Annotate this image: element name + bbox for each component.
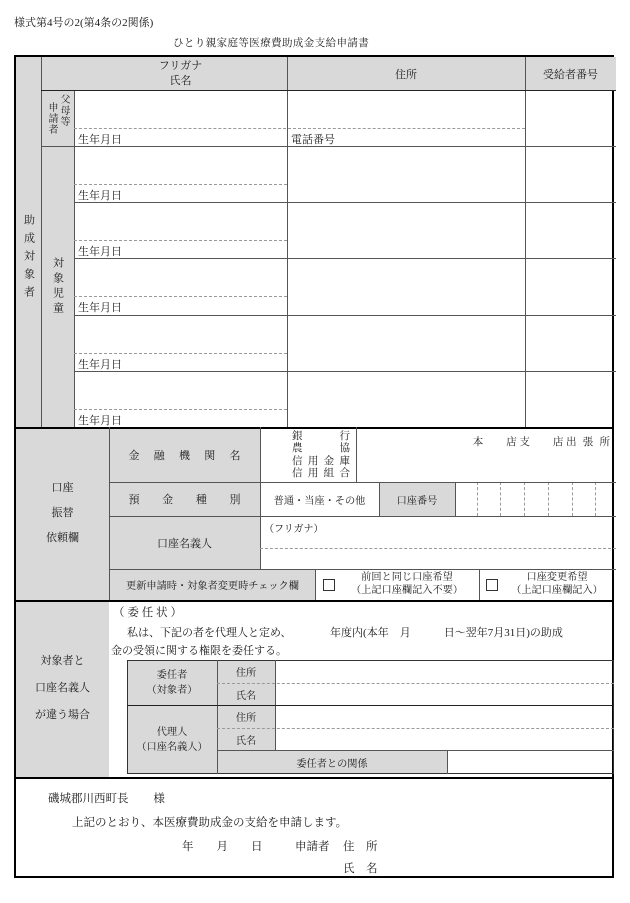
bank-type-shinkin: 信用金庫 <box>292 455 350 467</box>
relation-label: 委任者との関係 <box>296 758 368 770</box>
same-account-text <box>335 572 479 597</box>
bank-type-nokyo: 農協 <box>292 443 350 455</box>
bank-name-label: 金融機関名 <box>128 449 241 462</box>
form-table <box>14 55 614 878</box>
child-3-dob-label: 生年月日 <box>78 302 122 314</box>
applicant-recipient-number-cell[interactable] <box>525 90 616 146</box>
child-2-dob-label: 生年月日 <box>78 246 122 258</box>
account-no-cell-3[interactable] <box>500 482 524 516</box>
child-1-name-cell[interactable] <box>74 146 287 184</box>
bank-type-list <box>260 431 350 480</box>
child-4-dob-label: 生年月日 <box>78 359 122 371</box>
account-no-cell-4[interactable] <box>524 482 548 516</box>
agent-line1: 代理人 <box>156 726 188 738</box>
recipient-number-header: 受給者番号 <box>543 68 598 81</box>
delegator-name-label: 氏名 <box>235 690 257 702</box>
change-account-line1: 口座変更希望 <box>526 572 588 583</box>
branch-shiten: 支店 <box>519 437 564 448</box>
account-no-cell-2[interactable] <box>477 482 500 516</box>
account-no-cell-5[interactable] <box>548 482 572 516</box>
child-5-address-cell[interactable] <box>287 371 525 427</box>
delegator-address-input[interactable] <box>275 660 614 683</box>
deposit-type-label-wrap <box>109 482 260 516</box>
change-account-text <box>498 572 616 597</box>
bank-type-kumiai: 信用組合 <box>292 467 350 479</box>
agent-label <box>127 705 217 774</box>
child-2-address-cell[interactable] <box>287 202 525 258</box>
delegation-body-line2: 金の受領に関する権限を委任する。 <box>111 645 287 657</box>
agent-name-input[interactable] <box>275 728 614 750</box>
addressee: 磯城郡川西町長 <box>48 793 129 805</box>
closing-statement: 上記のとおり、本医療費助成金の支給を申請します。 <box>72 817 348 829</box>
child-4-name-cell[interactable] <box>74 315 287 353</box>
account-no-cell-6[interactable] <box>572 482 595 516</box>
closing-address-label: 住 所 <box>343 841 378 853</box>
delegator-address-label: 住所 <box>235 668 257 679</box>
holder-name-input-cell[interactable] <box>260 549 616 569</box>
change-account-line2: （上記口座欄記入） <box>511 584 603 596</box>
branch-type-list <box>356 436 610 449</box>
account-side-label-line3: 依頼欄 <box>46 532 79 544</box>
closing-date-line[interactable]: 年 月 日 <box>182 841 263 853</box>
child-5-name-cell[interactable] <box>74 371 287 409</box>
account-side-label <box>16 427 109 600</box>
delegator-line1: 委任者 <box>156 669 188 681</box>
change-account-checkbox-icon[interactable] <box>486 579 498 591</box>
closing-name-input[interactable] <box>381 857 611 875</box>
closing-address-input[interactable] <box>381 835 611 853</box>
address-header: 住所 <box>395 68 417 81</box>
delegation-side-line3: が違う場合 <box>35 709 90 721</box>
name-header: 氏名 <box>169 75 192 87</box>
form-code: 様式第4号の2(第4条の2関係) <box>14 17 154 29</box>
same-account-checkbox-icon[interactable] <box>323 579 335 591</box>
closing-addressee-line <box>48 790 165 806</box>
child-3-recipient-number-cell[interactable] <box>525 258 616 315</box>
applicant-role-sub: 父母等 <box>58 94 69 127</box>
honorific: 様 <box>153 793 165 805</box>
applicant-address-cell[interactable] <box>287 90 525 128</box>
recipients-side-label: 助成対象者 <box>22 213 35 304</box>
child-2-recipient-number-cell[interactable] <box>525 202 616 258</box>
child-1-address-cell[interactable] <box>287 146 525 202</box>
child-4-address-cell[interactable] <box>287 315 525 371</box>
agent-line2: （口座名義人） <box>136 741 208 753</box>
delegation-side-line1: 対象者と <box>40 655 85 667</box>
recipients-side-label-wrap <box>16 90 41 427</box>
child-5-recipient-number-cell[interactable] <box>525 371 616 427</box>
children-role-label: 対象児童 <box>51 256 64 317</box>
page-title: ひとり親家庭等医療費助成金支給申請書 <box>173 38 370 49</box>
child-1-recipient-number-cell[interactable] <box>525 146 616 202</box>
delegator-name-input[interactable] <box>275 683 614 705</box>
agent-address-label: 住所 <box>235 713 257 724</box>
child-4-recipient-number-cell[interactable] <box>525 315 616 371</box>
change-account-option[interactable] <box>479 569 616 600</box>
account-no-label: 口座番号 <box>396 495 438 507</box>
delegator-line2: （対象者） <box>146 684 198 696</box>
bank-type-bank: 銀行 <box>292 431 350 442</box>
account-side-label-line1: 口座 <box>51 482 74 494</box>
same-account-option[interactable] <box>315 569 479 600</box>
applicant-dob-label: 生年月日 <box>78 134 122 146</box>
delegation-side-line2: 口座名義人 <box>35 682 90 694</box>
child-5-dob-label: 生年月日 <box>78 415 122 427</box>
account-no-cell-1[interactable] <box>455 482 477 516</box>
furigana-header: フリガナ <box>158 60 203 72</box>
branch-shucchojo: 出張所 <box>566 437 610 448</box>
delegation-body-line1: 私は、下記の者を代理人と定め、 年度内(本年 月 日～翌年7月31日)の助成 <box>127 627 563 639</box>
same-account-line2: （上記口座欄記入不要） <box>350 584 464 596</box>
agent-name-label: 氏名 <box>235 735 257 747</box>
applicant-role-main: 申請者 <box>46 102 57 135</box>
closing-name-label: 氏 名 <box>343 863 378 875</box>
child-3-name-cell[interactable] <box>74 258 287 296</box>
delegator-label <box>127 660 217 705</box>
holder-label: 口座名義人 <box>157 537 212 550</box>
branch-honten: 本店 <box>472 437 517 448</box>
delegation-side-label <box>16 600 109 777</box>
closing-applicant-label: 申請者 <box>295 841 330 853</box>
bank-name-label-wrap <box>109 427 260 482</box>
child-1-dob-label: 生年月日 <box>78 190 122 202</box>
children-role-wrap <box>41 146 74 427</box>
child-3-address-cell[interactable] <box>287 258 525 315</box>
child-2-name-cell[interactable] <box>74 202 287 240</box>
applicant-phone-label: 電話番号 <box>291 134 335 146</box>
account-no-cell-7[interactable] <box>595 482 616 516</box>
relation-input[interactable] <box>447 750 614 774</box>
check-row-label: 更新申請時・対象者変更時チェック欄 <box>126 581 299 592</box>
delegation-heading: （ 委 任 状 ） <box>113 607 182 619</box>
account-side-label-line2: 振替 <box>51 507 74 519</box>
deposit-type-label: 預金種別 <box>128 494 241 506</box>
header-name-cell <box>74 59 287 89</box>
deposit-options[interactable]: 普通・当座・その他 <box>273 495 366 507</box>
holder-furigana-note: （フリガナ） <box>264 524 324 535</box>
agent-address-input[interactable] <box>275 705 614 728</box>
applicant-name-cell[interactable] <box>74 90 287 128</box>
same-account-line1: 前回と同じ口座希望 <box>361 572 453 583</box>
